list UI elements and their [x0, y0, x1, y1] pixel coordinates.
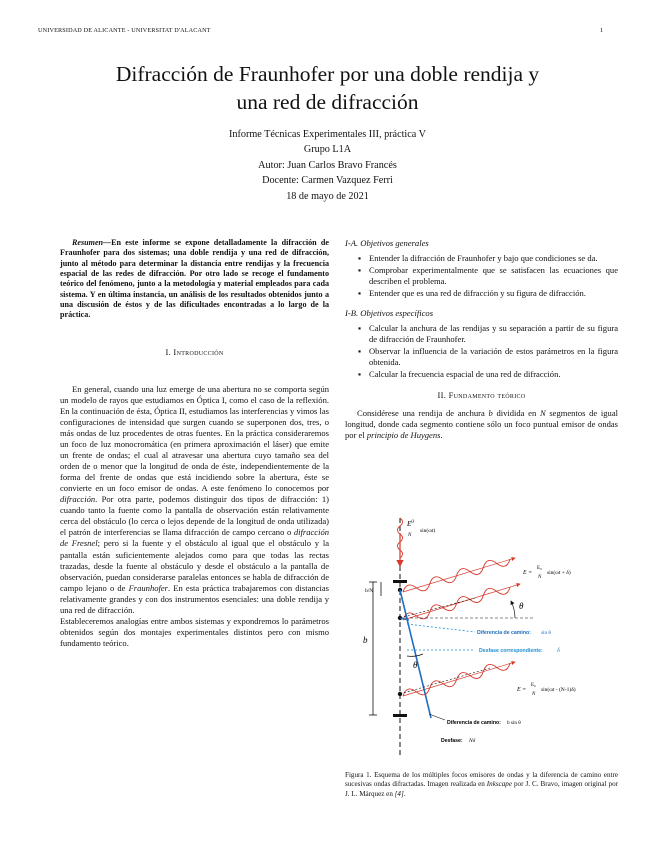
list-item-text: Calcular la frecuencia espacial de una red de difracción. [369, 369, 561, 380]
general-objectives-list [345, 253, 618, 299]
slit-edge-bottom [393, 714, 407, 717]
intro-em-1: difracción [60, 494, 96, 505]
list-item-text: Calcular la anchura de las rendijas y su separación a partir de su figura de difracción de Fraunhofer. [369, 323, 618, 345]
caption-text-2: por J. C. Bravo, imagen original por J. L. Márquez en [345, 780, 618, 798]
label-e2-fn: sin(ωt + δ) [547, 570, 571, 576]
label-phase-total: Desfase: [441, 738, 463, 744]
list-item-text: Entender que es una red de difracción y su figura de difracción. [369, 288, 586, 299]
intro-em-3: Fraunhofer [128, 582, 168, 593]
title-line-1: Difracción de Fraunhofer por una doble rendija y [115, 62, 540, 86]
list-item [358, 288, 618, 299]
slit-edge-top [393, 580, 407, 583]
theory-var-b: b [488, 407, 493, 418]
list-item [358, 323, 618, 345]
label-path-total-val: b sin θ [507, 720, 521, 726]
label-phase: Desfase correspondiente: [479, 648, 543, 654]
label-e2-den: N [538, 575, 542, 580]
title-line-2: una red de difracción [236, 90, 419, 114]
page-number: 1 [600, 27, 604, 34]
intro-paragraph-1 [60, 384, 329, 616]
intro-text-2: . Por otra parte, podemos distinguir dos tipos de difracción: 1) cuando tanto la fuente como la pantalla de observación están relativamente cerca del obstáculo (lo cerca o lejos depende de la longitud de onda utilizada) el patrón de interferencias se llama difracción de campo cercano o [60, 494, 329, 538]
running-head: UNIVERSIDAD DE ALICANTE - UNIVERSITAT D'ALACANT [38, 27, 211, 34]
section-heading-intro: I. Introducción [165, 346, 224, 357]
list-item-text: Entender la difracción de Fraunhofer y bajo que condiciones se da. [369, 253, 598, 264]
label-theta: θ [519, 601, 524, 611]
abstract [60, 238, 329, 321]
intro-em-2: difracción de Fresnel [60, 527, 329, 549]
label-e2-num: E₀ [537, 566, 542, 571]
theta-arc [511, 601, 515, 618]
group-line: Grupo L1A [303, 144, 352, 156]
bullet-icon: ▪ [358, 346, 362, 357]
teacher-line: Docente: Carmen Vazquez Ferri [262, 175, 393, 187]
left-column [60, 238, 329, 649]
theory-var-n: N [539, 407, 546, 418]
blue-dotted-1 [407, 624, 475, 632]
label-path-diff-val: sin θ [541, 630, 551, 636]
label-e1-n: N [408, 533, 412, 538]
label-path-diff: Diferencia de camino: [477, 630, 531, 636]
label-e3: E = [517, 687, 527, 693]
theory-text-1: Considérese una rendija de anchura [357, 407, 489, 418]
label-e3-num: E₀ [531, 683, 536, 688]
section-heading-theory: II. Fundamento teórico [437, 389, 526, 400]
label-phase-total-val: Nδ [469, 738, 476, 744]
bullet-icon: ▪ [358, 323, 362, 334]
label-e1: $E^0$ [407, 520, 414, 528]
list-item-text: Observar la influencia de la variación de estos parámetros en la figura obtenida. [369, 346, 618, 368]
caption-em-1: Inkscape [486, 780, 512, 789]
caption-label: Figura 1. [345, 771, 372, 779]
intro-paragraph-2: Estableceremos analogías entre ambos sistemas y expondremos lo parámetros obtenidos según dos montajes experimentales distintos pero con mismo fundamento teórico. [60, 615, 329, 648]
theory-em: principio de Huygens [366, 429, 441, 440]
date-line: 18 de mayo de 2021 [286, 190, 369, 202]
bullet-icon: ▪ [358, 253, 362, 264]
bullet-icon: ▪ [358, 288, 362, 299]
ray-2 [403, 584, 520, 620]
list-item [358, 265, 618, 287]
label-b: b [363, 635, 368, 645]
paper-title [40, 60, 615, 116]
list-item [358, 253, 618, 264]
list-item [358, 369, 618, 380]
abstract-text: —En este informe se expone detalladamente la difracción de Fraunhofer para dos sistemas; una doble rendija y una red de difracción, junto al método para determinar la distancia entre rendijas y la frecuencia espacial de las redes de difracción. Por otro lado se recoge el fundamento teórico del fenómeno, junto a la metodología y material empleados para cada sistema. Y en última instancia, un análisis de los resultados obtenidos junto a una discusión de éstos y de las dificultades encontradas a lo largo de la práctica. [60, 238, 329, 320]
specific-objectives-list [345, 323, 618, 380]
label-phase-val: δ [557, 648, 560, 654]
figure-caption [345, 771, 618, 799]
subsection-heading-specific: I-B. Objetivos específicos [345, 308, 434, 319]
label-e1-fn: sin(ωt) [420, 528, 436, 534]
caption-text-3: . [403, 789, 406, 798]
subsection-heading-general: I-A. Objetivos generales [345, 238, 429, 248]
list-item [358, 346, 618, 368]
caption-em-2: [4] [394, 789, 404, 798]
list-item-text: Comprobar experimentalmente que se satisfacen las ecuaciones que describen el problema. [369, 265, 618, 287]
blue-ray-main [400, 590, 431, 718]
bullet-icon: ▪ [358, 265, 362, 276]
intro-text-1: En general, cuando una luz emerge de una abertura no se comporta según un modelo de rayos que estudiamos en Óptica I, como el caso de la reflexión. En la continuación de ésta, Óptica II, estudiamos las interferencias y vimos las configuraciones de intensidad que surgen cuando se superponen dos, tres, o más ondas de luz procedentes de otras fuentes. En la práctica consideraremos un foco de luz monocromática (en primera aproximación el láser) que emite un frente de ondas; el cual al atravesar una abertura cuyo tamaño sea del orden de o menor que la longitud de onda de éste, independientemente de la forma del frente de ondas que está incidiendo sobre la abertura, éste se convierte en un foco emisor de ondas. A este fenómeno lo conocemos por [60, 383, 329, 494]
abstract-lead: Resumen [72, 238, 104, 247]
intro-text-4: . En esta práctica trabajaremos con distancias relativamente grandes y con dos instrumentos esenciales: una doble rendija y una red de difracción. [60, 582, 329, 615]
bullet-icon: ▪ [358, 369, 362, 380]
right-column [345, 238, 618, 441]
label-e3-den: N [532, 692, 536, 697]
theory-text-4: . [440, 429, 443, 440]
label-path-total: Diferencia de camino: [447, 720, 501, 726]
author-line: Autor: Juan Carlos Bravo Francés [258, 159, 397, 171]
theory-text-3: segmentos de igual longitud, donde cada segmento contiene sólo un foco puntual emisor de ondas por el [345, 407, 618, 440]
label-e2: E = [523, 570, 533, 576]
diffraction-diagram-svg [345, 508, 618, 770]
caption-text-1: Esquema de los múltiples focos emisores de ondas y la diferencia de camino entre sucesivas ondas difractadas. Imagen realizada en [345, 771, 618, 789]
figure-diffraction-diagram [345, 508, 618, 770]
ray-3 [403, 662, 515, 696]
intro-text-3: ; pero si la fuente y el obstáculo al igual que el obstáculo y la pantalla están suficientemente alejados como para que todas las rectas trazadas, desde la fuente al obstáculo y desde el obstáculo a la pantalla de observación, puedan considerarse paralelas entonces se habla de difracción de campo lejano o de [60, 538, 329, 593]
theory-paragraph [345, 408, 618, 441]
label-e3-fn: sin(ωt - (N-1)δ) [541, 687, 576, 693]
report-line: Informe Técnicas Experimentales III, práctica V [228, 129, 427, 140]
perpendicular-1 [400, 598, 475, 618]
ray-1 [403, 558, 515, 592]
theory-text-2: dividida en [492, 407, 540, 418]
label-theta-2: θ [413, 660, 418, 670]
paper-meta [40, 127, 615, 204]
label-bn: b/N [365, 588, 374, 594]
